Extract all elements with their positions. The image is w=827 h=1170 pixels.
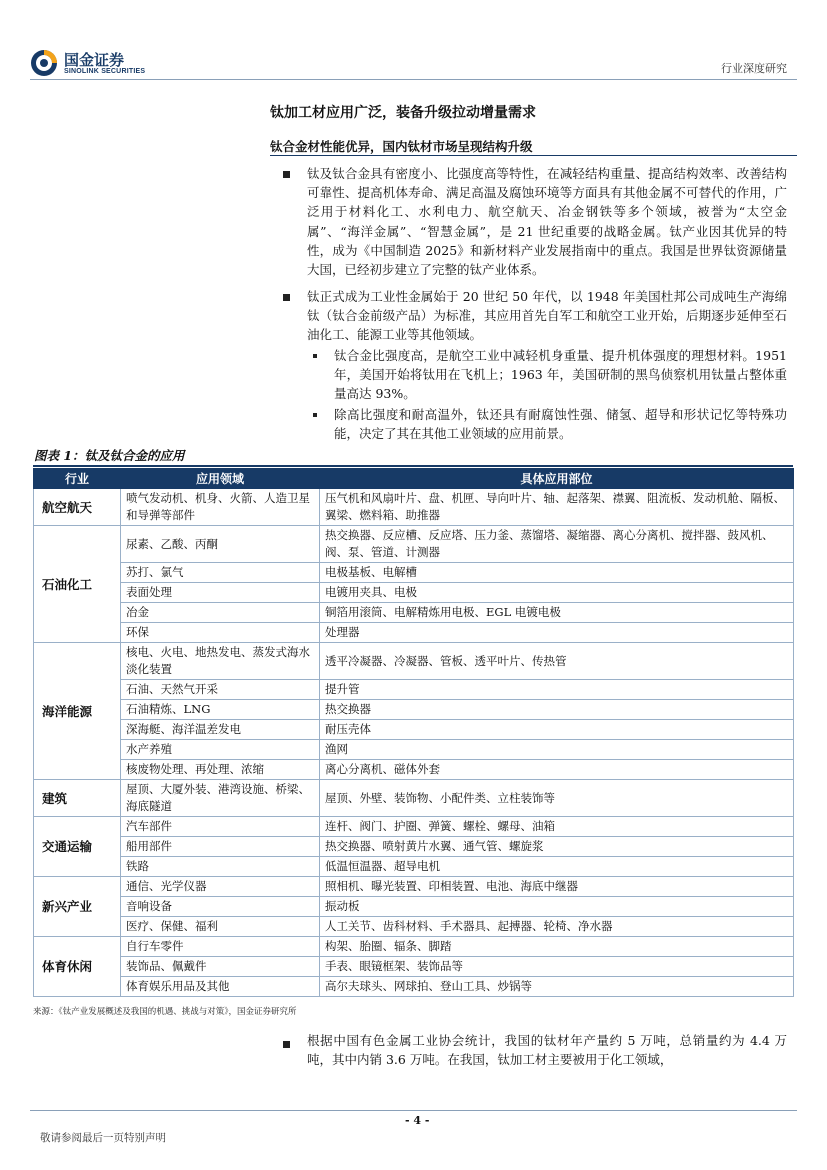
column-header-parts: 具体应用部位 (320, 469, 794, 489)
subsection-title: 钛合金材性能优异，国内钛材市场呈现结构升级 (270, 139, 533, 154)
paragraph-aviation-use: 钛合金比强度高，是航空工业中减轻机身重量、提升机体强度的理想材料。1951 年，美国开始将钛用在飞机上；1963 年，美国研制的黑鸟侦察机用钛量占整体重量高达 93%。 (334, 348, 787, 402)
industry-cell: 海洋能源 (34, 643, 121, 780)
parts-cell: 照相机、曝光装置、印相装置、电池、海底中继器 (320, 877, 794, 897)
table-row (34, 603, 794, 623)
field-cell: 深海艇、海洋温差发电 (121, 720, 320, 740)
header-divider (30, 79, 797, 80)
bullet-small-icon (313, 354, 317, 358)
field-cell: 音响设备 (121, 897, 320, 917)
field-cell: 核电、火电、地热发电、蒸发式海水淡化装置 (121, 643, 320, 680)
figure-title: 图表 1：钛及钛合金的应用 (34, 448, 185, 463)
field-cell: 水产养殖 (121, 740, 320, 760)
table-row (34, 526, 794, 563)
logo-english-name: SINOLINK SECURITIES (64, 67, 146, 75)
parts-cell: 手表、眼镜框架、装饰品等 (320, 957, 794, 977)
field-cell: 表面处理 (121, 583, 320, 603)
field-cell: 通信、光学仪器 (121, 877, 320, 897)
paragraph-special-functions: 除高比强度和耐高温外，钛还具有耐腐蚀性强、储氢、超导和形状记忆等特殊功能，决定了其在其他工业领域的应用前景。 (334, 407, 787, 442)
field-cell: 汽车部件 (121, 817, 320, 837)
brand-logo (30, 46, 145, 80)
paragraph-titanium-history: 钛正式成为工业性金属始于 20 世纪 50 年代，以 1948 年美国杜邦公司成吨生产海绵钛（钛合金前级产品）为标准，其应用首先自军工和航空工业开始，后期逐步延伸至石油化工、能源工业等其他领域。 (307, 289, 787, 343)
table-row (34, 937, 794, 957)
column-header-industry: 行业 (34, 469, 121, 489)
table-row (34, 563, 794, 583)
industry-cell: 体育休闲 (34, 937, 121, 997)
table-row (34, 720, 794, 740)
paragraph-market-stats: 根据中国有色金属工业协会统计，我国的钛材年产量约 5 万吨，总销量约为 4.4 万吨，其中内销 3.6 万吨。在我国，钛加工材主要被用于化工领域， (307, 1033, 787, 1068)
column-header-field: 应用领域 (121, 469, 320, 489)
parts-cell: 热交换器、喷射黄片水翼、通气管、螺旋浆 (320, 837, 794, 857)
table-row (34, 740, 794, 760)
parts-cell: 渔网 (320, 740, 794, 760)
parts-cell: 耐压壳体 (320, 720, 794, 740)
parts-cell: 电镀用夹具、电极 (320, 583, 794, 603)
industry-cell: 建筑 (34, 780, 121, 817)
table-row (34, 780, 794, 817)
parts-cell: 振动板 (320, 897, 794, 917)
parts-cell: 高尔夫球头、网球拍、登山工具、炒锅等 (320, 977, 794, 997)
table-row (34, 700, 794, 720)
figure-divider (33, 465, 793, 467)
parts-cell: 提升管 (320, 680, 794, 700)
parts-cell: 处理器 (320, 623, 794, 643)
bullet-square-icon (283, 1041, 290, 1048)
sinolink-logo-icon (30, 49, 58, 77)
industry-cell: 石油化工 (34, 526, 121, 643)
bullet-square-icon (283, 294, 290, 301)
parts-cell: 透平冷凝器、冷凝器、管板、透平叶片、传热管 (320, 643, 794, 680)
industry-cell: 新兴产业 (34, 877, 121, 937)
logo-chinese-name: 国金证券 (64, 50, 125, 69)
parts-cell: 热交换器、反应槽、反应塔、压力釜、蒸馏塔、凝缩器、离心分离机、搅拌器、鼓风机、阀、泵、管道、计测器 (320, 526, 794, 563)
parts-cell: 人工关节、齿科材料、手术器具、起搏器、轮椅、净水器 (320, 917, 794, 937)
parts-cell: 离心分离机、磁体外套 (320, 760, 794, 780)
footer-divider (30, 1110, 797, 1111)
figure-source: 来源：《钛产业发展概述及我国的机遇、挑战与对策》，国金证券研究所 (33, 1007, 297, 1017)
table-row (34, 857, 794, 877)
titanium-application-table (33, 468, 794, 997)
field-cell: 冶金 (121, 603, 320, 623)
field-cell: 自行车零件 (121, 937, 320, 957)
table-row (34, 623, 794, 643)
page-number: - 4 - (405, 1114, 430, 1127)
paragraph-titanium-properties: 钛及钛合金具有密度小、比强度高等特性，在减轻结构重量、提高结构效率、改善结构可靠性、提高机体寿命、满足高温及腐蚀环境等方面具有其他金属不可替代的作用，广泛用于材料化工、水利电力、航空航天、冶金钢铁等多个领域，被誉为“太空金属”、“海洋金属”、“智慧金属”，是 21 世纪重要的战略金属。钛产业因其优异的特性，成为《中国制造 2025》和新材料产业发展指南中的重点。我国是世界钛资源储量大国，已经初步建立了完整的钛产业体系。 (307, 166, 787, 278)
table-header-row (34, 469, 794, 489)
field-cell: 喷气发动机、机身、火箭、人造卫星和导弹等部件 (121, 489, 320, 526)
page-header (0, 0, 827, 80)
field-cell: 核废物处理、再处理、浓缩 (121, 760, 320, 780)
table-row (34, 643, 794, 680)
parts-cell: 连杆、阀门、护圈、弹簧、螺栓、螺母、油箱 (320, 817, 794, 837)
field-cell: 石油、天然气开采 (121, 680, 320, 700)
parts-cell: 屋顶、外壁、装饰物、小配件类、立柱装饰等 (320, 780, 794, 817)
table-row (34, 817, 794, 837)
field-cell: 尿素、乙酸、丙酮 (121, 526, 320, 563)
field-cell: 苏打、氯气 (121, 563, 320, 583)
field-cell: 医疗、保健、福利 (121, 917, 320, 937)
table-row (34, 760, 794, 780)
parts-cell: 铜箔用滚筒、电解精炼用电极、EGL 电镀电极 (320, 603, 794, 623)
parts-cell: 热交换器 (320, 700, 794, 720)
bullet-square-icon (283, 171, 290, 178)
table-row (34, 917, 794, 937)
report-type-label: 行业深度研究 (721, 62, 787, 75)
table-row (34, 877, 794, 897)
table-row (34, 680, 794, 700)
field-cell: 船用部件 (121, 837, 320, 857)
field-cell: 环保 (121, 623, 320, 643)
field-cell: 铁路 (121, 857, 320, 877)
industry-cell: 航空航天 (34, 489, 121, 526)
table-row (34, 977, 794, 997)
table-row (34, 489, 794, 526)
parts-cell: 压气机和风扇叶片、盘、机匣、导向叶片、轴、起落架、襟翼、阻流板、发动机舱、隔板、翼梁、燃料箱、助推器 (320, 489, 794, 526)
parts-cell: 低温恒温器、超导电机 (320, 857, 794, 877)
disclaimer-text: 敬请参阅最后一页特别声明 (40, 1132, 166, 1144)
field-cell: 体育娱乐用品及其他 (121, 977, 320, 997)
parts-cell: 电极基板、电解槽 (320, 563, 794, 583)
section-title: 钛加工材应用广泛，装备升级拉动增量需求 (270, 105, 536, 121)
table-row (34, 897, 794, 917)
industry-cell: 交通运输 (34, 817, 121, 877)
bullet-small-icon (313, 413, 317, 417)
field-cell: 装饰品、佩戴件 (121, 957, 320, 977)
field-cell: 石油精炼、LNG (121, 700, 320, 720)
table-row (34, 957, 794, 977)
table-row (34, 837, 794, 857)
field-cell: 屋顶、大厦外装、港湾设施、桥梁、海底隧道 (121, 780, 320, 817)
subsection-divider (270, 155, 797, 156)
table-row (34, 583, 794, 603)
parts-cell: 构架、胎圈、辐条、脚踏 (320, 937, 794, 957)
